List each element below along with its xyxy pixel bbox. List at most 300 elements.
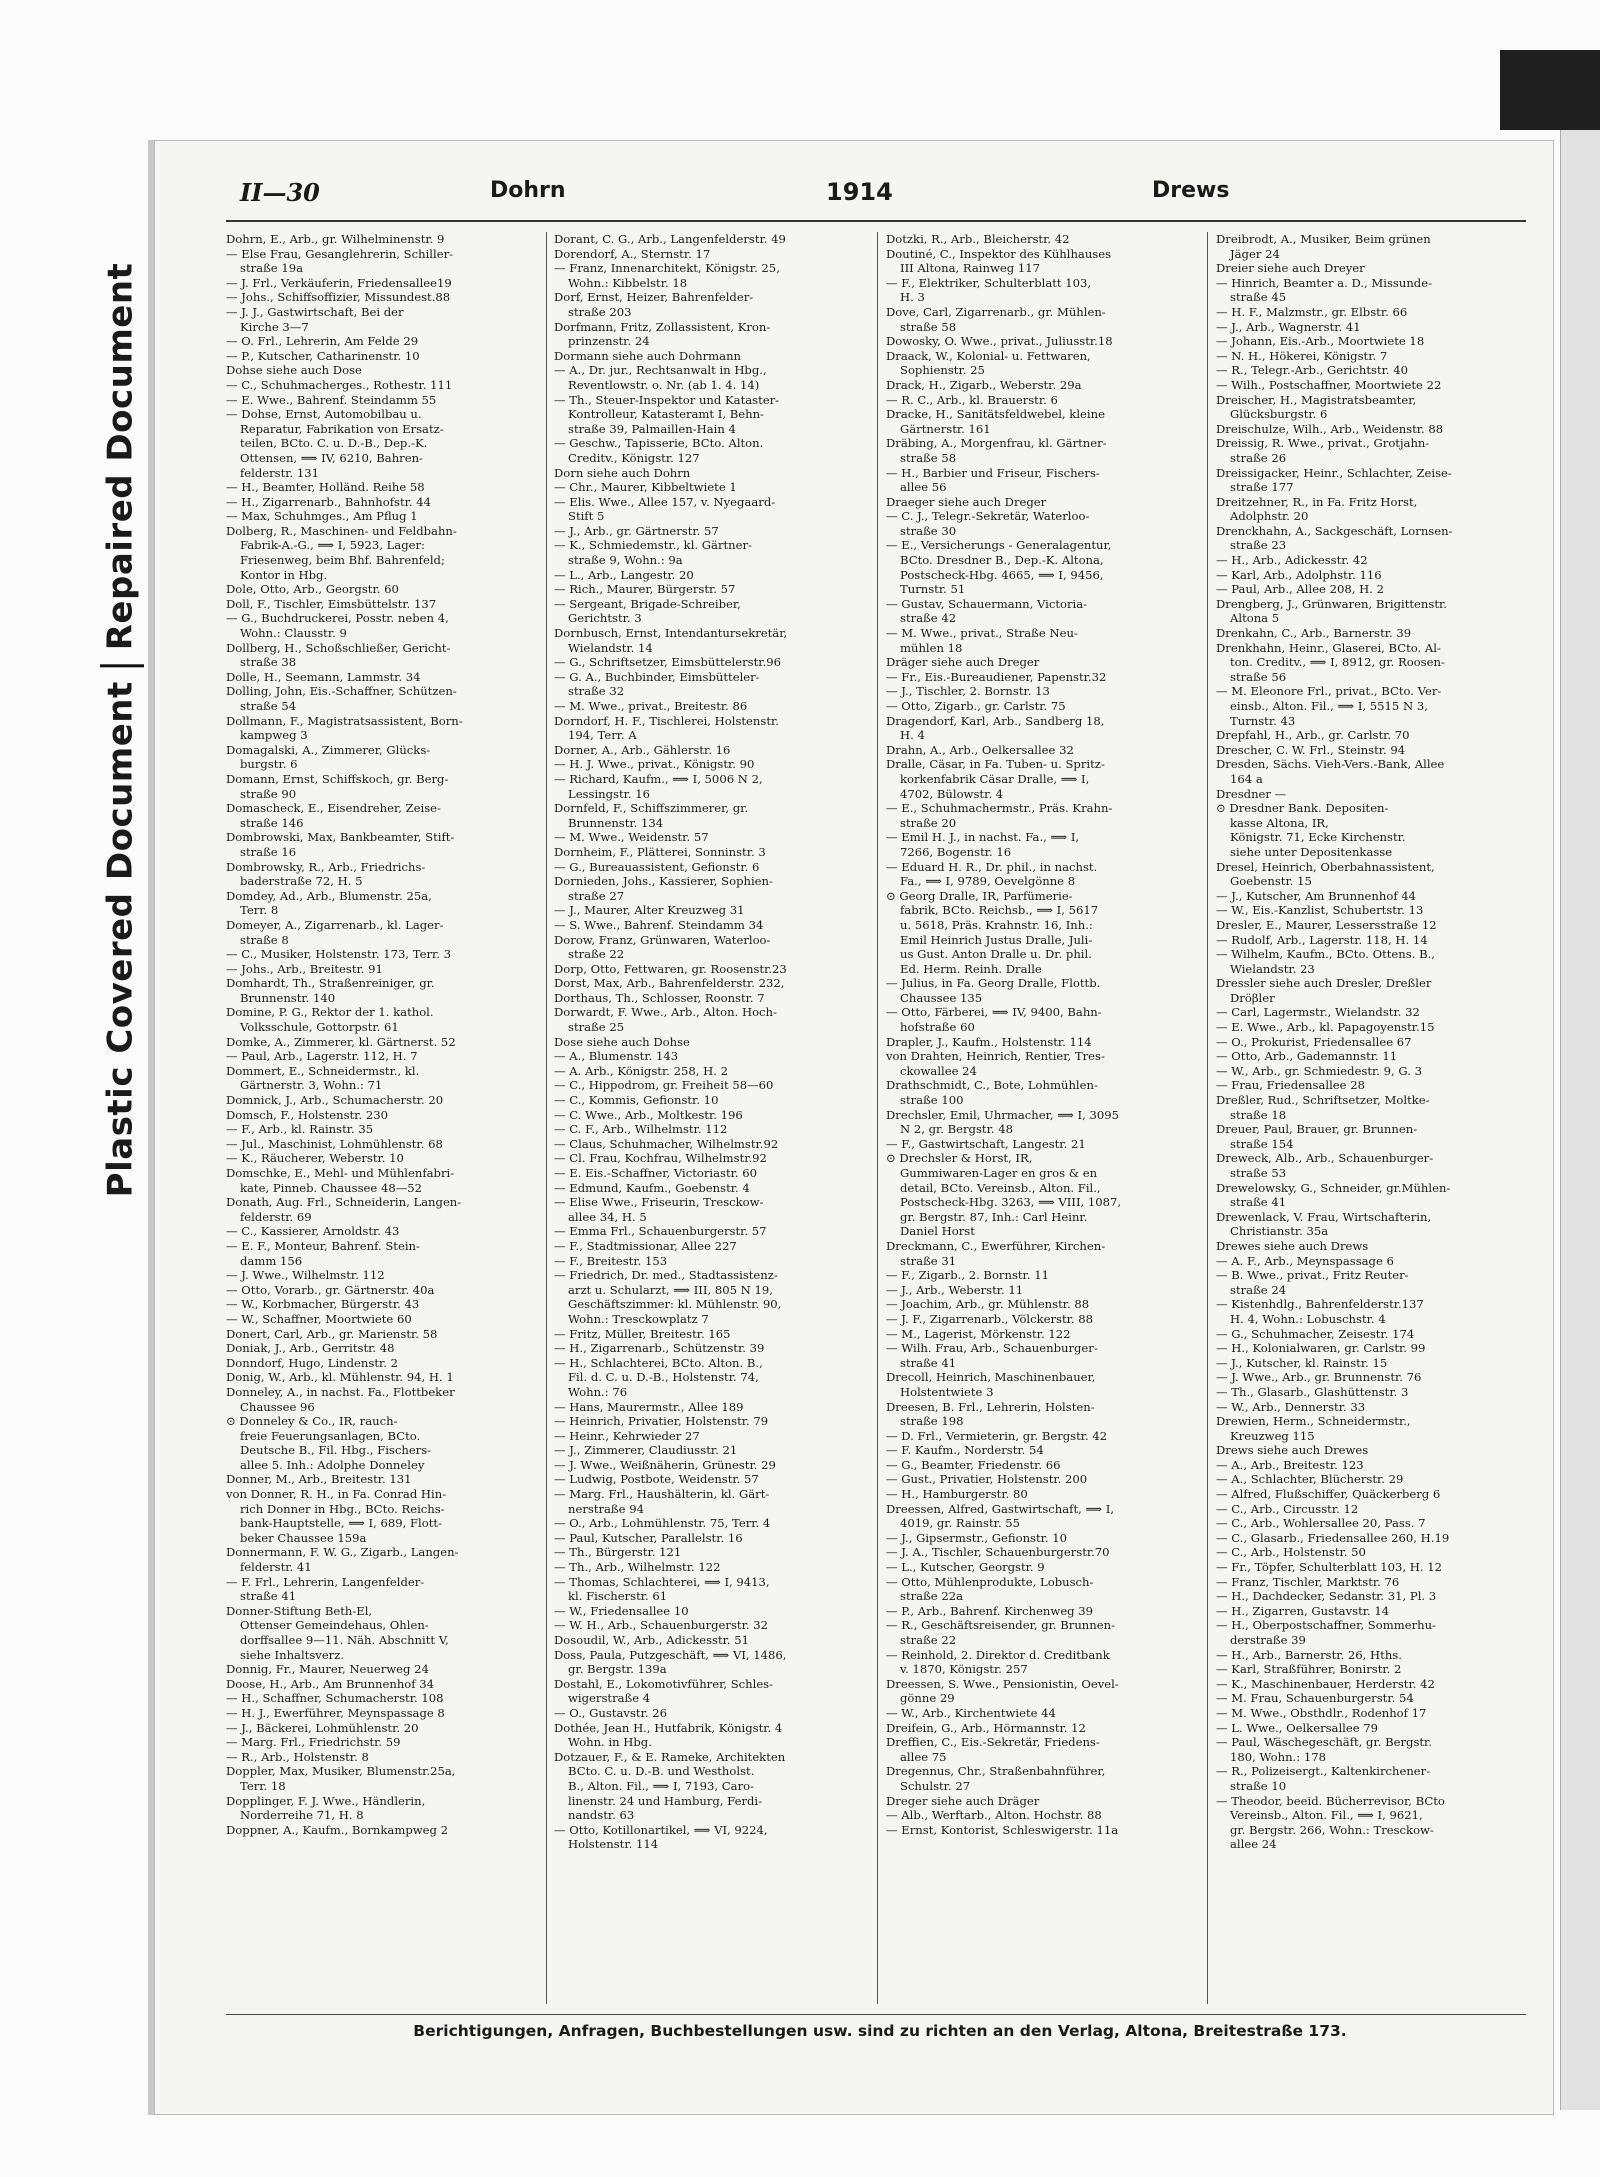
directory-entry-line: straße 58 [900, 319, 957, 334]
directory-entry-line: — Gustav, Schauermann, Victoria- [886, 596, 1088, 611]
directory-entry-line: Dolberg, R., Maschinen- und Feldbahn- [226, 523, 457, 538]
directory-entry-line: — Karl, Arb., Adolphstr. 116 [1216, 567, 1382, 582]
directory-entry-line: beker Chaussee 159a [240, 1530, 367, 1545]
directory-entry-line: Domsch, F., Holstenstr. 230 [226, 1107, 388, 1122]
directory-entry-line: straße 30 [900, 523, 957, 538]
directory-entry-line: Christianstr. 35a [1230, 1224, 1329, 1239]
directory-entry-line: gr. Bergstr. 139a [568, 1662, 667, 1677]
directory-entry-line: — Johs., Arb., Breitestr. 91 [226, 961, 383, 976]
directory-entry-line: — O. Frl., Lehrerin, Am Felde 29 [226, 334, 419, 349]
directory-entry-line: — W., Arb., gr. Schmiedestr. 9, G. 3 [1216, 1063, 1423, 1078]
directory-entry-line: 180, Wohn.: 178 [1230, 1749, 1326, 1764]
directory-entry-line: 7266, Bogenstr. 16 [900, 844, 1012, 859]
directory-entry-line: — Johann, Eis.-Arb., Moortwiete 18 [1216, 334, 1425, 349]
scan-corner-shadow [1500, 50, 1600, 130]
directory-entry-line: — Thomas, Schlachterei, ⟹ I, 9413, [554, 1574, 770, 1589]
directory-entry-line: — Eduard H. R., Dr. phil., in nachst. [886, 859, 1098, 874]
directory-entry-line: — Th., Bürgerstr. 121 [554, 1545, 682, 1560]
directory-entry-line: Doniak, J., Arb., Gerritstr. 48 [226, 1341, 395, 1356]
directory-entry-line: Dreckmann, C., Ewerführer, Kirchen- [886, 1238, 1106, 1253]
directory-entry-line: damm 156 [240, 1253, 303, 1268]
directory-entry-line: Donath, Aug. Frl., Schneiderin, Langen- [226, 1195, 462, 1210]
directory-entry-line: straße 24 [1230, 1282, 1287, 1297]
directory-entry-line: — P., Kutscher, Catharinenstr. 10 [226, 348, 420, 363]
directory-entry-line: straße 9, Wohn.: 9a [568, 553, 683, 568]
directory-entry-line: — Frau, Friedensallee 28 [1216, 1078, 1365, 1093]
directory-entry-line: Dorow, Franz, Grünwaren, Waterloo- [554, 932, 771, 947]
directory-entry-line: Wohn.: Tresckowplatz 7 [568, 1311, 709, 1326]
directory-entry-line: straße 41 [1230, 1195, 1287, 1210]
directory-entry-line: — J. F., Zigarrenarb., Völckerstr. 88 [886, 1311, 1094, 1326]
directory-entry-line: — Karl, Straßführer, Bonirstr. 2 [1216, 1662, 1402, 1677]
directory-entry-line: — Th., Steuer-Inspektor und Kataster- [554, 392, 780, 407]
directory-entry-line: Doose, H., Arb., Am Brunnenhof 34 [226, 1676, 435, 1691]
directory-entry-line: straße 177 [1230, 480, 1294, 495]
directory-entry-line: Domnick, J., Arb., Schumacherstr. 20 [226, 1093, 444, 1108]
directory-entry-line: Gummiwaren-Lager en gros & en [900, 1166, 1098, 1180]
directory-entry-line: Schulstr. 27 [900, 1778, 971, 1793]
directory-entry-line: — Carl, Lagermstr., Wielandstr. 32 [1216, 1005, 1420, 1020]
directory-entry-line: Dreischulze, Wilh., Arb., Weidenstr. 88 [1216, 421, 1444, 436]
directory-entry-line: straße 31 [900, 1253, 957, 1268]
directory-entry-line: Dosoudil, W., Arb., Adickesstr. 51 [554, 1633, 750, 1647]
directory-entry-line: Drenkhahn, Heinr., Glaserei, BCto. Al- [1216, 640, 1441, 655]
directory-entry-line: kl. Fischerstr. 61 [568, 1589, 668, 1604]
directory-entry-line: Dorf, Ernst, Heizer, Bahrenfelder- [554, 290, 754, 305]
directory-entry-line: — H., Arb., Adickesstr. 42 [1216, 553, 1368, 568]
directory-entry-line: Dreweck, Alb., Arb., Schauenburger- [1216, 1151, 1434, 1166]
directory-entry-line: — J. Frl., Verkäuferin, Friedensallee19 [226, 275, 452, 290]
directory-entry-line: straße 19a [240, 261, 304, 276]
directory-entry-line: 194, Terr. A [568, 728, 637, 743]
directory-entry-line: — J. Wwe., Weißnäherin, Grünestr. 29 [554, 1457, 776, 1472]
directory-entry-line: Domdey, Ad., Arb., Blumenstr. 25a, [226, 888, 432, 903]
directory-entry-line: Domann, Ernst, Schiffskoch, gr. Berg- [226, 771, 449, 786]
directory-entry-line: Drews siehe auch Drewes [1216, 1443, 1369, 1458]
directory-entry-line: — G. A., Buchbinder, Eimsbütteler- [554, 669, 760, 684]
directory-entry-line: — C., Kommis, Gefionstr. 10 [554, 1093, 719, 1108]
directory-entry-line: Dowosky, O. Wwe., privat., Juliusstr.18 [886, 334, 1113, 349]
directory-entry-line: ckowallee 24 [900, 1063, 977, 1078]
directory-entry-line: Dresler, E., Maurer, Lessersstraße 12 [1216, 917, 1437, 932]
directory-entry-line: nerstraße 94 [568, 1501, 644, 1516]
directory-entry-line: Dollberg, H., Schoßschließer, Gericht- [226, 640, 451, 655]
header-last-entry: Drews [1152, 178, 1230, 203]
directory-entry-line: Drahn, A., Arb., Oelkersallee 32 [886, 742, 1074, 757]
directory-entry-line: ⊙ Dresdner Bank. Depositen- [1216, 801, 1389, 816]
directory-entry-line: straße 38 [240, 655, 297, 670]
directory-entry-line: Dreissigacker, Heinr., Schlachter, Zeise- [1216, 465, 1452, 480]
directory-entry-line: Fabrik-A.-G., ⟹ I, 5923, Lager: [240, 538, 425, 553]
repaired-label: Repaired Document [100, 262, 141, 651]
directory-entry-line: Drewelowsky, G., Schneider, gr.Mühlen- [1216, 1180, 1451, 1195]
directory-entry-line: Drewien, Herm., Schneidermstr., [1216, 1414, 1411, 1429]
directory-entry-line: Dombrowsky, R., Arb., Friedrichs- [226, 859, 426, 874]
directory-entry-line: — H. J., Ewerführer, Meynspassage 8 [226, 1705, 445, 1720]
directory-entry-line: — Heinrich, Privatier, Holstenstr. 79 [554, 1414, 769, 1429]
page-number: II—30 [240, 178, 320, 207]
directory-entry-line: Sophienstr. 25 [900, 363, 985, 378]
directory-entry-line: — A., Schlachter, Blücherstr. 29 [1216, 1472, 1404, 1487]
directory-entry-line: rich Donner in Hbg., BCto. Reichs- [240, 1501, 445, 1516]
label-separator [100, 664, 144, 667]
directory-entry-line: — Jul., Maschinist, Lohmühlenstr. 68 [226, 1136, 443, 1151]
directory-entry-line: Domschke, E., Mehl- und Mühlenfabri- [226, 1166, 455, 1180]
directory-entry-line: Wielandstr. 14 [568, 640, 653, 655]
directory-entry-line: — F., Stadtmissionar, Allee 227 [554, 1238, 737, 1253]
directory-entry-line: — H., Barbier und Friseur, Fischers- [886, 465, 1100, 480]
directory-entry-line: — K., Schmiedemstr., kl. Gärtner- [554, 538, 752, 553]
directory-entry-line: — Heinr., Kehrwieder 27 [554, 1428, 700, 1443]
page-edge [1560, 130, 1600, 2110]
directory-entry-line: — Franz, Innenarchitekt, Königstr. 25, [554, 261, 780, 276]
directory-entry-line: — W., Arb., Dennerstr. 33 [1216, 1399, 1366, 1414]
directory-entry-line: — F., Elektriker, Schulterblatt 103, [886, 275, 1092, 290]
directory-entry-line: straße 45 [1230, 290, 1287, 305]
directory-entry-line: v. 1870, Königstr. 257 [900, 1662, 1028, 1677]
directory-entry-line: — F., Zigarb., 2. Bornstr. 11 [886, 1268, 1049, 1283]
directory-entry-line: Deutsche B., Fil. Hbg., Fischers- [240, 1443, 432, 1458]
directory-entry-line: Brunnenstr. 134 [568, 815, 664, 830]
directory-entry-line: Kontor in Hbg. [240, 567, 328, 582]
directory-entry-line: — R., Telegr.-Arb., Gerichtstr. 40 [1216, 363, 1409, 378]
directory-entry-line: prinzenstr. 24 [568, 334, 650, 349]
directory-entry-line: Dole, Otto, Arb., Georgstr. 60 [226, 582, 399, 597]
directory-entry-line: — H., Beamter, Holländ. Reihe 58 [226, 480, 425, 495]
directory-entry-line: — Emma Frl., Schauenburgerstr. 57 [554, 1224, 767, 1239]
directory-entry-line: Dresel, Heinrich, Oberbahnassistent, [1216, 859, 1435, 874]
column-rule [877, 232, 878, 2004]
directory-entry-line: Dommert, E., Schneidermstr., kl. [226, 1063, 420, 1078]
directory-entry-line: — Sergeant, Brigade-Schreiber, [554, 596, 741, 611]
directory-entry-line: felderstr. 69 [240, 1209, 312, 1224]
directory-entry-line: — Elis. Wwe., Allee 157, v. Nyegaard- [554, 494, 776, 509]
directory-entry-line: — Dohse, Ernst, Automobilbau u. [226, 407, 422, 422]
directory-entry-line: Dormann siehe auch Dohrmann [554, 348, 742, 363]
directory-entry-line: Wielandstr. 23 [1230, 961, 1315, 976]
directory-entry-line: Dollmann, F., Magistratsassistent, Born- [226, 713, 463, 728]
directory-entry-line: — G., Bureauassistent, Gefionstr. 6 [554, 859, 760, 874]
directory-entry-line: — Ernst, Kontorist, Schleswigerstr. 11a [886, 1822, 1119, 1837]
directory-entry-line: Dopplinger, F. J. Wwe., Händlerin, [226, 1793, 426, 1808]
directory-entry-line: Chaussee 135 [900, 990, 983, 1005]
directory-entry-line: straße 26 [1230, 450, 1287, 465]
directory-entry-line: — Claus, Schuhmacher, Wilhelmstr.92 [554, 1136, 779, 1151]
directory-entry-line: ⊙ Donneley & Co., IR, rauch- [226, 1414, 398, 1429]
directory-entry-line: — Theodor, beeid. Bücherrevisor, BCto [1216, 1793, 1445, 1808]
directory-entry-line: u. 5618, Präs. Krahnstr. 16, Inh.: [900, 917, 1093, 932]
directory-entry-line: Ottenser Gemeindehaus, Ohlen- [240, 1618, 429, 1633]
archive-sidebar-label [96, 190, 148, 1270]
directory-entry-line: Dornheim, F., Plätterei, Sonninstr. 3 [554, 844, 766, 859]
directory-entry-line: Dorwardt, F. Wwe., Arb., Alton. Hoch- [554, 1005, 777, 1020]
header-year: 1914 [826, 178, 893, 206]
directory-entry-line: Dreuer, Paul, Brauer, gr. Brunnen- [1216, 1122, 1418, 1137]
directory-entry-line: Dorthaus, Th., Schlosser, Roonstr. 7 [554, 990, 765, 1005]
directory-entry-line: Drewes siehe auch Drews [1216, 1238, 1369, 1253]
directory-entry-line: — J. Wwe., Wilhelmstr. 112 [226, 1268, 385, 1283]
directory-entry-line: — Alfred, Flußschiffer, Quäckerberg 6 [1216, 1487, 1441, 1502]
directory-entry-line: straße 56 [1230, 669, 1287, 684]
directory-entry-line: straße 53 [1230, 1166, 1287, 1180]
directory-entry-line: Holstentwiete 3 [900, 1384, 994, 1399]
directory-entry-line: — Chr., Maurer, Kibbeltwiete 1 [554, 480, 737, 495]
directory-entry-line: Reventlowstr. o. Nr. (ab 1. 4. 14) [568, 377, 760, 392]
directory-entry-line: kampweg 3 [240, 728, 308, 743]
directory-entry-line: kasse Altona, IR, [1230, 815, 1329, 830]
directory-entry-line: 164 a [1230, 771, 1263, 786]
directory-entry-line: Drenckhahn, A., Sackgeschäft, Lornsen- [1216, 523, 1453, 538]
directory-entry-line: Chaussee 96 [240, 1399, 315, 1414]
directory-entry-line: N 2, gr. Bergstr. 48 [900, 1122, 1013, 1137]
directory-entry-line: — C., Schuhmacherges., Rothestr. 111 [226, 377, 453, 392]
directory-entry-line: Königstr. 71, Ecke Kirchenstr. [1230, 830, 1406, 845]
directory-entry-line: ton. Creditv., ⟹ I, 8912, gr. Roosen- [1230, 655, 1445, 670]
directory-entry-line: gr. Bergstr. 87, Inh.: Carl Heinr. [900, 1209, 1088, 1224]
directory-entry-line: Wohn.: Clausstr. 9 [240, 626, 347, 641]
directory-entry-line: 4019, gr. Rainstr. 55 [900, 1516, 1021, 1531]
directory-entry-line: — N. H., Hökerei, Königstr. 7 [1216, 348, 1388, 363]
directory-entry-line: — A., Dr. jur., Rechtsanwalt in Hbg., [554, 363, 767, 378]
directory-entry-line: — C., Kassierer, Arnoldstr. 43 [226, 1224, 400, 1239]
directory-entry-line: Wohn.: Kibbelstr. 18 [568, 275, 688, 290]
directory-entry-line: — H., Kolonialwaren, gr. Carlstr. 99 [1216, 1341, 1426, 1356]
directory-entry-line: straße 154 [1230, 1136, 1294, 1151]
directory-entry-line: Stift 5 [568, 509, 605, 524]
directory-entry-line: Dreissig, R. Wwe., privat., Grotjahn- [1216, 436, 1430, 451]
directory-column-2 [554, 232, 866, 2012]
directory-entry-line: Gärtnerstr. 161 [900, 421, 991, 436]
directory-entry-line: — L. Wwe., Oelkersallee 79 [1216, 1720, 1379, 1735]
directory-entry-line: — A., Arb., Breitestr. 123 [1216, 1457, 1364, 1472]
directory-entry-line: — H., Zigarrenarb., Bahnhofstr. 44 [226, 494, 431, 509]
directory-entry-line: — Edmund, Kaufm., Goebenstr. 4 [554, 1180, 750, 1195]
directory-entry-line: straße 146 [240, 815, 304, 830]
directory-entry-line: Doutiné, C., Inspektor des Kühlhauses [886, 246, 1112, 261]
directory-entry-line: kate, Pinneb. Chaussee 48—52 [240, 1180, 423, 1195]
directory-entry-line: Drengberg, J., Grünwaren, Brigittenstr. [1216, 596, 1447, 611]
directory-entry-line: Dorst, Max, Arb., Bahrenfelderstr. 232, [554, 976, 785, 991]
directory-entry-line: freie Feuerungsanlagen, BCto. [240, 1428, 421, 1443]
directory-entry-line: Dohse siehe auch Dose [226, 363, 362, 378]
directory-entry-line: — Elise Wwe., Friseurin, Tresckow- [554, 1195, 764, 1210]
directory-entry-line: allee 56 [900, 480, 947, 495]
directory-entry-line: — F., Breitestr. 153 [554, 1253, 668, 1268]
directory-entry-line: Dornbusch, Ernst, Intendantursekretär, [554, 626, 788, 641]
directory-entry-line: — M. Wwe., privat., Breitestr. 86 [554, 699, 748, 713]
directory-entry-line: — J., Kutscher, kl. Rainstr. 15 [1216, 1355, 1388, 1370]
directory-entry-line: — Reinhold, 2. Direktor d. Creditbank [886, 1647, 1110, 1662]
directory-entry-line: — W., Friedensallee 10 [554, 1603, 689, 1618]
directory-entry-line: Dreessen, Alfred, Gastwirtschaft, ⟹ I, [886, 1501, 1115, 1516]
directory-entry-line: — H., Zigarren, Gustavstr. 14 [1216, 1603, 1390, 1618]
directory-entry-line: — M. Wwe., privat., Straße Neu- [886, 626, 1078, 641]
directory-entry-line: BCto. C. u. D.-B. und Westholst. [568, 1764, 755, 1779]
directory-entry-line: straße 42 [900, 611, 957, 626]
directory-entry-line: Dreßler, Rud., Schriftsetzer, Moltke- [1216, 1093, 1430, 1108]
directory-entry-line: straße 18 [1230, 1107, 1287, 1122]
directory-entry-line: straße 27 [568, 888, 625, 903]
header-rule [226, 220, 1526, 222]
directory-entry-line: Doss, Paula, Putzgeschäft, ⟹ VI, 1486, [554, 1647, 787, 1662]
directory-entry-line: Dreifein, G., Arb., Hörmannstr. 12 [886, 1720, 1086, 1735]
directory-entry-line: felderstr. 41 [240, 1560, 312, 1575]
directory-entry-line: — L., Arb., Langestr. 20 [554, 567, 694, 582]
directory-entry-line: Dreischer, H., Magistratsbeamter, [1216, 392, 1417, 407]
directory-entry-line: — J., Arb., Weberstr. 11 [886, 1282, 1024, 1297]
directory-entry-line: — Geschw., Tapisserie, BCto. Alton. [554, 436, 764, 451]
directory-entry-line: — Paul, Kutscher, Parallelstr. 16 [554, 1530, 743, 1545]
directory-entry-line: burgstr. 6 [240, 757, 298, 772]
directory-entry-line: — Otto, Färberei, ⟹ IV, 9400, Bahn- [886, 1005, 1102, 1020]
directory-entry-line: Dornfeld, F., Schiffszimmerer, gr. [554, 801, 749, 816]
directory-entry-line: mühlen 18 [900, 640, 963, 655]
directory-entry-line: Dracke, H., Sanitätsfeldwebel, kleine [886, 407, 1105, 422]
directory-entry-line: Friesenweg, beim Bhf. Bahrenfeld; [240, 553, 445, 568]
directory-entry-line: Terr. 8 [240, 903, 279, 918]
directory-entry-line: — Hans, Maurermstr., Allee 189 [554, 1399, 744, 1414]
directory-entry-line: Postscheck-Hbg. 4665, ⟹ I, 9456, [900, 567, 1104, 582]
directory-entry-line: Vereinsb., Alton. Fil., ⟹ I, 9621, [1230, 1808, 1423, 1823]
directory-entry-line: Drenkahn, C., Arb., Barnerstr. 39 [1216, 626, 1412, 641]
directory-entry-line: H. 4 [900, 728, 925, 743]
directory-entry-line: — G., Buchdruckerei, Posstr. neben 4, [226, 611, 449, 626]
directory-entry-line: Domagalski, A., Zimmerer, Glücks- [226, 742, 431, 757]
directory-entry-line: — Marg. Frl., Friedrichstr. 59 [226, 1735, 401, 1750]
directory-entry-line: straße 16 [240, 844, 297, 859]
directory-entry-line: — H., Schaffner, Schumacherstr. 108 [226, 1691, 444, 1706]
directory-entry-line: — E. F., Monteur, Bahrenf. Stein- [226, 1238, 420, 1253]
directory-entry-line: — Wilh., Postschaffner, Moortwiete 22 [1216, 377, 1442, 392]
directory-entry-line: — O., Gustavstr. 26 [554, 1705, 667, 1720]
directory-entry-line: — J., Bäckerei, Lohmühlenstr. 20 [226, 1720, 419, 1735]
directory-column-4 [1216, 232, 1526, 2012]
directory-entry-line: — C., Glasarb., Friedensallee 260, H.19 [1216, 1530, 1450, 1545]
directory-entry-line: — M. Wwe., Obsthdlr., Rodenhof 17 [1216, 1705, 1427, 1720]
directory-entry-line: III Altona, Rainweg 117 [900, 261, 1040, 276]
directory-entry-line: — R., Polizeisergt., Kaltenkirchener- [1216, 1764, 1431, 1779]
directory-entry-line: Drapler, J., Kaufm., Holstenstr. 114 [886, 1034, 1092, 1049]
directory-entry-line: straße 41 [240, 1589, 297, 1604]
directory-entry-line: Postscheck-Hbg. 3263, ⟹ VIII, 1087, [900, 1195, 1122, 1210]
directory-entry-line: — C., Arb., Holstenstr. 50 [1216, 1545, 1366, 1560]
directory-entry-line: — C. F., Arb., Wilhelmstr. 112 [554, 1122, 728, 1137]
directory-entry-line: Dresdner — [1216, 786, 1287, 801]
directory-entry-line: Dragendorf, Karl, Arb., Sandberg 18, [886, 713, 1105, 728]
footer-rule [226, 2014, 1526, 2015]
directory-entry-line: — Max, Schuhmges., Am Pflug 1 [226, 509, 418, 524]
directory-entry-line: Norderreihe 71, H. 8 [240, 1808, 364, 1823]
header-first-entry: Dohrn [490, 178, 566, 203]
directory-entry-line: Domine, P. G., Rektor der 1. kathol. [226, 1005, 434, 1020]
directory-entry-line: — J., Arb., gr. Gärtnerstr. 57 [554, 523, 719, 538]
directory-entry-line: — H. J. Wwe., privat., Königstr. 90 [554, 757, 755, 772]
directory-entry-line: — E. Eis.-Schaffner, Victoriastr. 60 [554, 1166, 758, 1180]
directory-entry-line: dorffsallee 9—11. Näh. Abschnitt V, [240, 1633, 449, 1647]
directory-entry-line: Dohrn, E., Arb., gr. Wilhelminenstr. 9 [226, 232, 445, 246]
directory-entry-line: Altona 5 [1230, 611, 1280, 626]
directory-entry-line: — H. F., Malzmstr., gr. Elbstr. 66 [1216, 304, 1408, 319]
directory-entry-line: — K., Maschinenbauer, Herderstr. 42 [1216, 1676, 1435, 1691]
directory-entry-line: straße 39, Palmaillen-Hain 4 [568, 421, 736, 436]
directory-entry-line: Donert, Carl, Arb., gr. Marienstr. 58 [226, 1326, 438, 1341]
directory-entry-line: straße 22 [568, 947, 625, 962]
directory-entry-line: — H., Hamburgerstr. 80 [886, 1487, 1028, 1502]
directory-entry-line: Kirche 3—7 [240, 319, 309, 334]
directory-entry-line: Brunnenstr. 140 [240, 990, 336, 1005]
directory-entry-line: — E. Wwe., Bahrenf. Steindamm 55 [226, 392, 437, 407]
directory-entry-line: — Else Frau, Gesanglehrerin, Schiller- [226, 246, 454, 261]
directory-entry-line: — W., Schaffner, Moortwiete 60 [226, 1311, 412, 1326]
directory-entry-line: — W. H., Arb., Schauenburgerstr. 32 [554, 1618, 768, 1633]
directory-entry-line: H. 4, Wohn.: Lobuschstr. 4 [1230, 1311, 1386, 1326]
directory-entry-line: — C., Hippodrom, gr. Freiheit 58—60 [554, 1078, 774, 1093]
directory-entry-line: Domhardt, Th., Straßenreiniger, gr. [226, 976, 435, 991]
directory-entry-line: Dostahl, E., Lokomotivführer, Schles- [554, 1676, 774, 1691]
directory-entry-line: Dove, Carl, Zigarrenarb., gr. Mühlen- [886, 304, 1106, 319]
directory-entry-line: — Fr., Töpfer, Schulterblatt 103, H. 12 [1216, 1560, 1443, 1575]
directory-entry-line: korkenfabrik Cäsar Dralle, ⟹ I, [900, 771, 1090, 786]
directory-entry-line: — Otto, Mühlenprodukte, Lobusch- [886, 1574, 1094, 1589]
directory-entry-line: Drescher, C. W. Frl., Steinstr. 94 [1216, 742, 1406, 757]
directory-entry-line: Gärtnerstr. 3, Wohn.: 71 [240, 1078, 383, 1093]
directory-entry-line: arzt u. Schularzt, ⟹ III, 805 N 19, [568, 1282, 773, 1297]
directory-entry-line: straße 54 [240, 699, 297, 713]
directory-entry-line: — Friedrich, Dr. med., Stadtassistenz- [554, 1268, 778, 1283]
directory-entry-line: — Joachim, Arb., gr. Mühlenstr. 88 [886, 1297, 1090, 1312]
directory-entry-line: — Fr., Eis.-Bureaudiener, Papenstr.32 [886, 669, 1107, 684]
page-header [240, 178, 1240, 214]
directory-entry-line: — Julius, in Fa. Georg Dralle, Flottb. [886, 976, 1101, 991]
directory-entry-line: — G., Schuhmacher, Zeisestr. 174 [1216, 1326, 1415, 1341]
directory-entry-line: Dreesen, B. Frl., Lehrerin, Holsten- [886, 1399, 1095, 1414]
directory-entry-line: straße 32 [568, 684, 625, 699]
directory-entry-line: — W., Eis.-Kanzlist, Schubertstr. 13 [1216, 903, 1424, 918]
directory-entry-line: — P., Arb., Bahrenf. Kirchenweg 39 [886, 1603, 1094, 1618]
directory-entry-line: us Gust. Anton Dralle u. Dr. phil. [900, 947, 1092, 962]
directory-entry-line: Donneley, A., in nachst. Fa., Flottbeker [226, 1384, 455, 1399]
directory-entry-line: Donner, M., Arb., Breitestr. 131 [226, 1472, 412, 1487]
directory-entry-line: straße 10 [1230, 1778, 1287, 1793]
directory-entry-line: Drecoll, Heinrich, Maschinenbauer, [886, 1370, 1096, 1385]
directory-entry-line: — D. Frl., Vermieterin, gr. Bergstr. 42 [886, 1428, 1108, 1443]
directory-entry-line: — H., Arb., Barnerstr. 26, Hths. [1216, 1647, 1402, 1662]
directory-entry-line: Adolphstr. 20 [1230, 509, 1309, 524]
directory-entry-line: straße 22a [900, 1589, 964, 1604]
directory-entry-line: BCto. Dresdner B., Dep.-K. Altona, [900, 553, 1104, 568]
directory-entry-line: baderstraße 72, H. 5 [240, 874, 363, 889]
directory-entry-line: Dräger siehe auch Dreger [886, 655, 1040, 670]
directory-entry-line: — C. J., Telegr.-Sekretär, Waterloo- [886, 509, 1090, 524]
directory-entry-line: — Paul, Arb., Lagerstr. 112, H. 7 [226, 1049, 418, 1064]
directory-entry-line: Domke, A., Zimmerer, kl. Gärtnerst. 52 [226, 1034, 456, 1049]
directory-entry-line: ⊙ Drechsler & Horst, IR, [886, 1151, 1033, 1166]
directory-entry-line: Wohn. in Hbg. [568, 1735, 652, 1750]
directory-entry-line: gönne 29 [900, 1691, 955, 1706]
directory-entry-line: — H., Zigarrenarb., Schützenstr. 39 [554, 1341, 765, 1356]
directory-entry-line: Holstenstr. 114 [568, 1837, 659, 1852]
directory-entry-line: — S. Wwe., Bahrenf. Steindamm 34 [554, 917, 764, 932]
directory-entry-line: Dröβler [1230, 990, 1275, 1005]
directory-entry-line: — A., Blumenstr. 143 [554, 1049, 679, 1064]
directory-entry-line: allee 24 [1230, 1837, 1277, 1852]
directory-entry-line: Dose siehe auch Dohse [554, 1034, 690, 1049]
directory-column-3 [886, 232, 1198, 2012]
directory-entry-line: — G., Schriftsetzer, Eimsbüttelerstr.96 [554, 655, 781, 670]
directory-entry-line: Creditv., Königstr. 127 [568, 450, 700, 465]
directory-entry-line: — J., Kutscher, Am Brunnenhof 44 [1216, 888, 1417, 903]
directory-entry-line: 4702, Bülowstr. 4 [900, 786, 1004, 801]
